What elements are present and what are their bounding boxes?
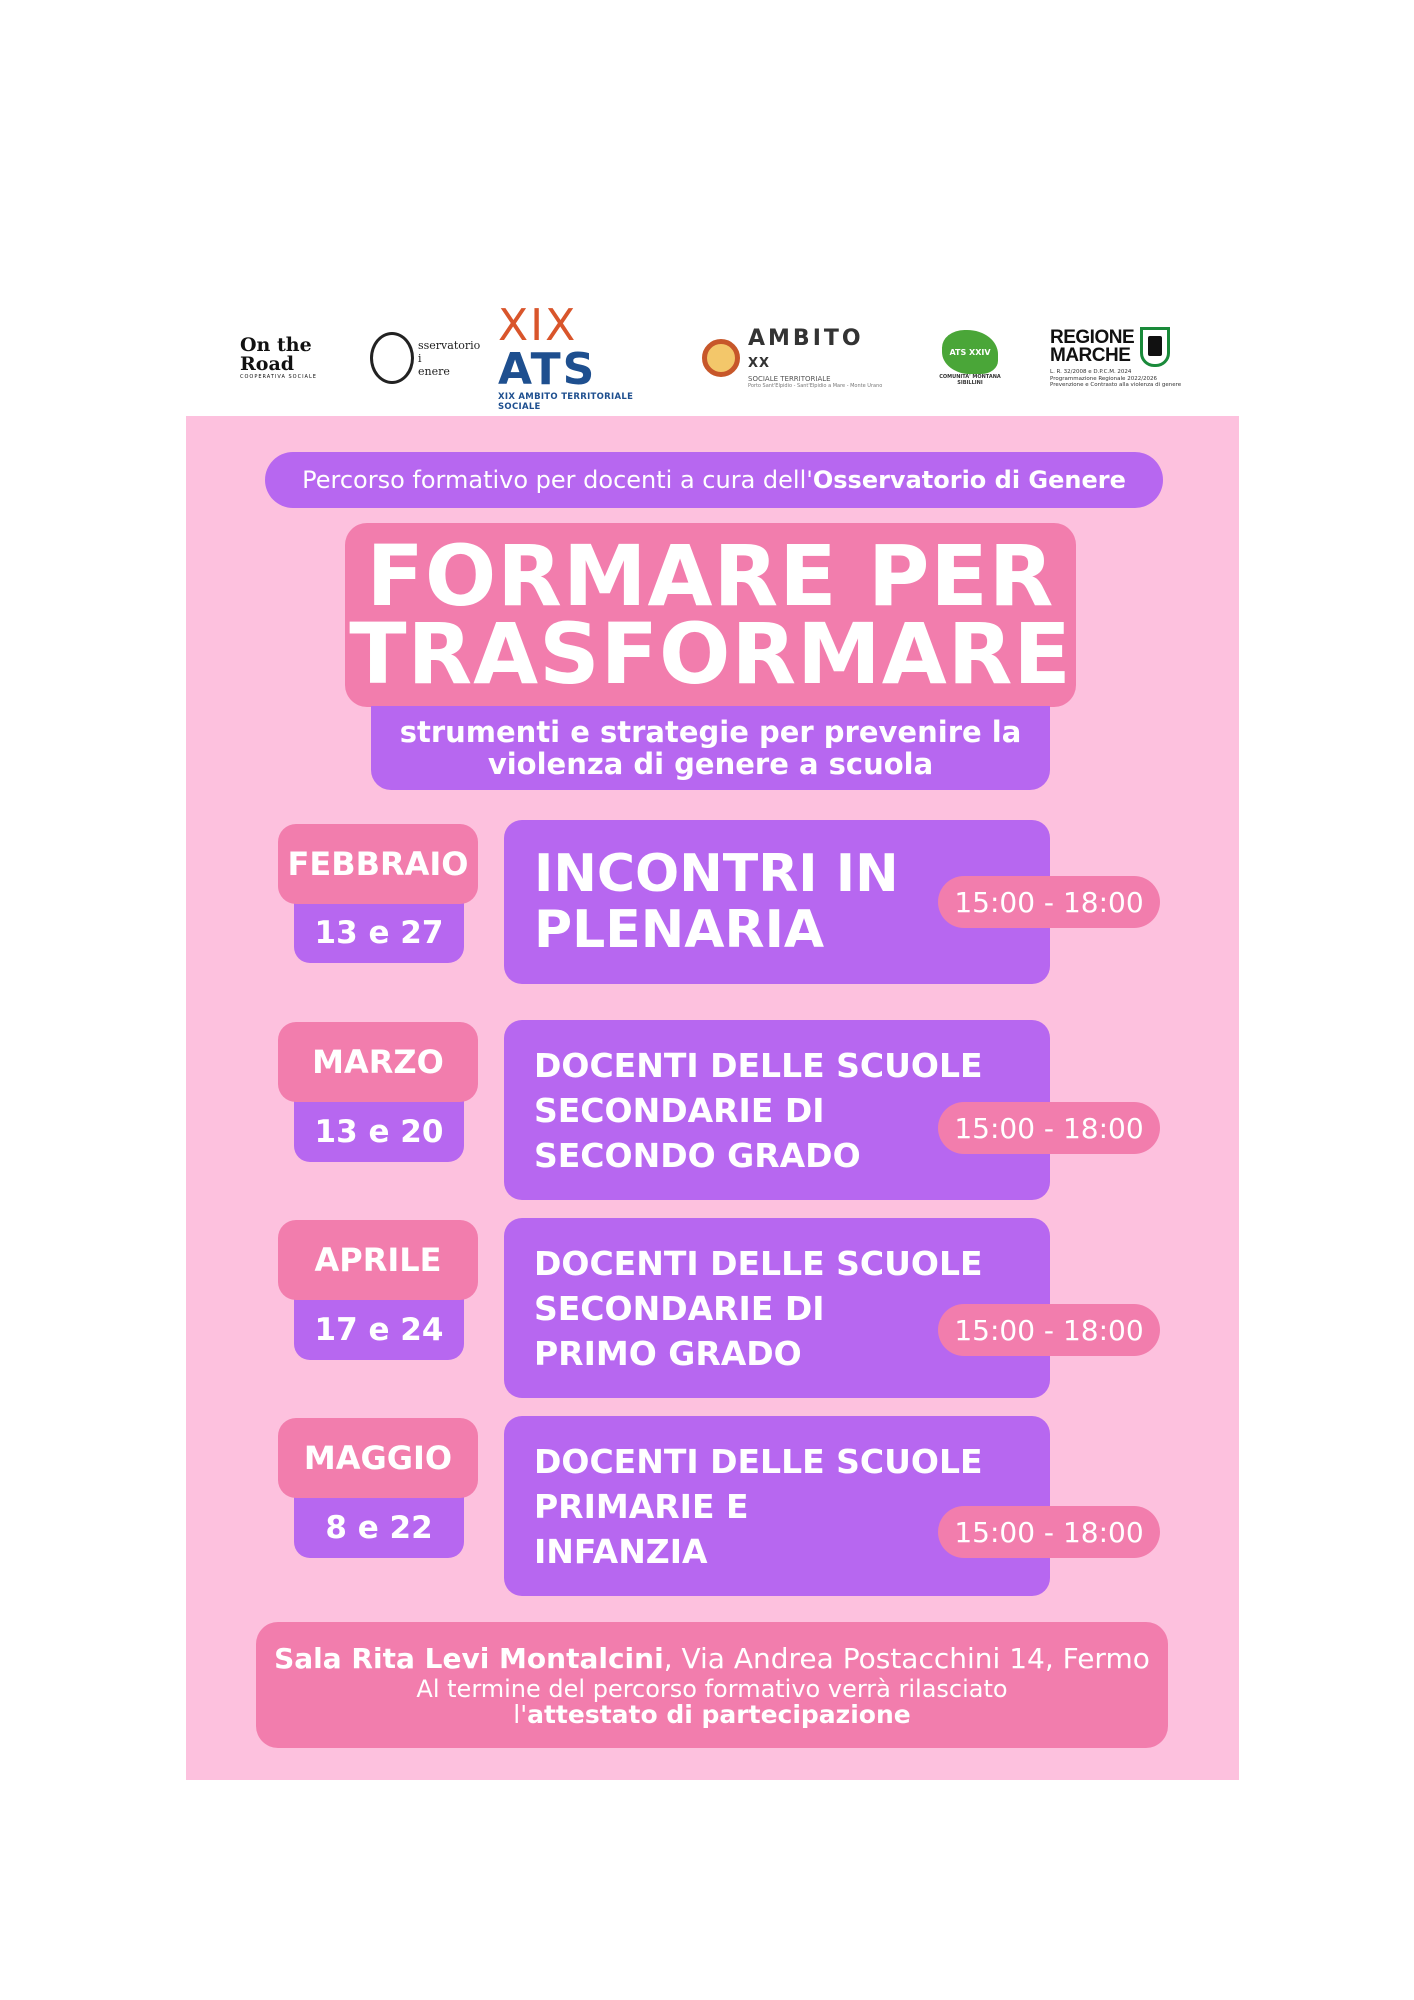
intro-highlight: Osservatorio di Genere (812, 466, 1126, 494)
comunita-montana-logo (935, 318, 1005, 398)
regione-note2: Programmazione Regionale 2022/2026 (1050, 375, 1158, 382)
on-the-road-logo (240, 318, 340, 398)
event-line: INFANZIA (534, 1531, 708, 1571)
event-line: SECONDARIE DI (534, 1090, 825, 1130)
event-line: DOCENTI DELLE SCUOLE (534, 1441, 983, 1481)
subtitle-line2: violenza di genere a scuola (487, 747, 934, 781)
month-label-maggio: MAGGIO (278, 1418, 478, 1498)
osservatorio-line2: i (418, 351, 422, 365)
on-the-road-tagline: COOPERATIVA SOCIALE (240, 374, 317, 380)
month-label-marzo: MARZO (278, 1022, 478, 1102)
event-line: SECONDARIE DI (534, 1288, 825, 1328)
venue-address: , Via Andrea Postacchini 14, Fermo (663, 1642, 1150, 1675)
ambito-municipalities: Porto Sant'Elpidio - Sant'Elpidio a Mare - Monte Urano (748, 382, 883, 389)
ambito-number: XX (748, 355, 771, 371)
title-line1: FORMARE PER (366, 527, 1055, 625)
ats-name: ATS (498, 344, 597, 395)
poster (186, 416, 1239, 1780)
subtitle-box (371, 706, 1050, 790)
ambito-emblem-icon (702, 339, 740, 377)
dates-marzo: 13 e 20 (294, 1096, 464, 1162)
regione-note3: Prevenzione e Contrasto alla violenza di genere (1050, 382, 1182, 389)
subtitle-line1: strumenti e strategie per prevenire la (399, 715, 1022, 749)
osservatorio-logo (370, 318, 480, 398)
event-line: DOCENTI DELLE SCUOLE (534, 1045, 983, 1085)
ats-subtitle: XIX AMBITO TERRITORIALE SOCIALE (498, 392, 634, 412)
dates-maggio: 8 e 22 (294, 1492, 464, 1558)
ats-xix-logo (498, 300, 678, 412)
time-badge-aprile: 15:00 - 18:00 (938, 1304, 1160, 1356)
regione-line1: REGIONE (1050, 327, 1135, 349)
time-badge-febbraio: 15:00 - 18:00 (938, 876, 1160, 928)
on-the-road-line2: Road (240, 353, 295, 375)
comunita-badge: ATS XXIV (949, 347, 991, 357)
venue-footer (256, 1622, 1168, 1748)
venue-name: Sala Rita Levi Montalcini (274, 1642, 664, 1675)
ambito-xx-logo (702, 318, 892, 398)
face-profile-icon (370, 332, 414, 384)
ats-roman: XIX (498, 300, 578, 351)
regione-note1: L. R. 32/2008 e D.P.C.M. 2024 (1050, 369, 1132, 376)
map-region-icon (942, 330, 998, 374)
dates-aprile: 17 e 24 (294, 1294, 464, 1360)
certificate-prefix: l' (513, 1700, 528, 1729)
certificate-label: attestato di partecipazione (527, 1700, 911, 1729)
event-line: PRIMO GRADO (534, 1333, 802, 1373)
intro-text: Percorso formativo per docenti a cura dell' (302, 466, 813, 494)
month-label-febbraio: FEBBRAIO (278, 824, 478, 904)
title-line2: TRASFORMARE (349, 605, 1072, 703)
certificate-note: Al termine del percorso formativo verrà rilasciato (416, 1675, 1008, 1703)
regione-marche-logo (1050, 318, 1200, 398)
logo-bar (240, 300, 1190, 412)
event-line: PLENARIA (534, 900, 825, 960)
month-label-aprile: APRILE (278, 1220, 478, 1300)
on-the-road-line1: On the (240, 334, 312, 356)
regione-line2: MARCHE (1050, 345, 1131, 367)
time-badge-maggio: 15:00 - 18:00 (938, 1506, 1160, 1558)
event-line: INCONTRI IN (534, 844, 899, 904)
event-line: SECONDO GRADO (534, 1135, 861, 1175)
event-line: PRIMARIE E (534, 1486, 749, 1526)
comunita-subtitle: COMUNITA' MONTANA SIBILLINI (939, 374, 1001, 386)
dates-febbraio: 13 e 27 (294, 897, 464, 963)
osservatorio-line1: sservatorio (418, 338, 481, 352)
osservatorio-line3: enere (418, 364, 450, 378)
regione-shield-icon (1140, 327, 1170, 367)
ambito-subtitle: SOCIALE TERRITORIALE (748, 374, 831, 383)
title-box (345, 523, 1076, 707)
intro-banner (265, 452, 1163, 508)
ambito-name: AMBITO (748, 325, 864, 351)
event-line: DOCENTI DELLE SCUOLE (534, 1243, 983, 1283)
time-badge-marzo: 15:00 - 18:00 (938, 1102, 1160, 1154)
